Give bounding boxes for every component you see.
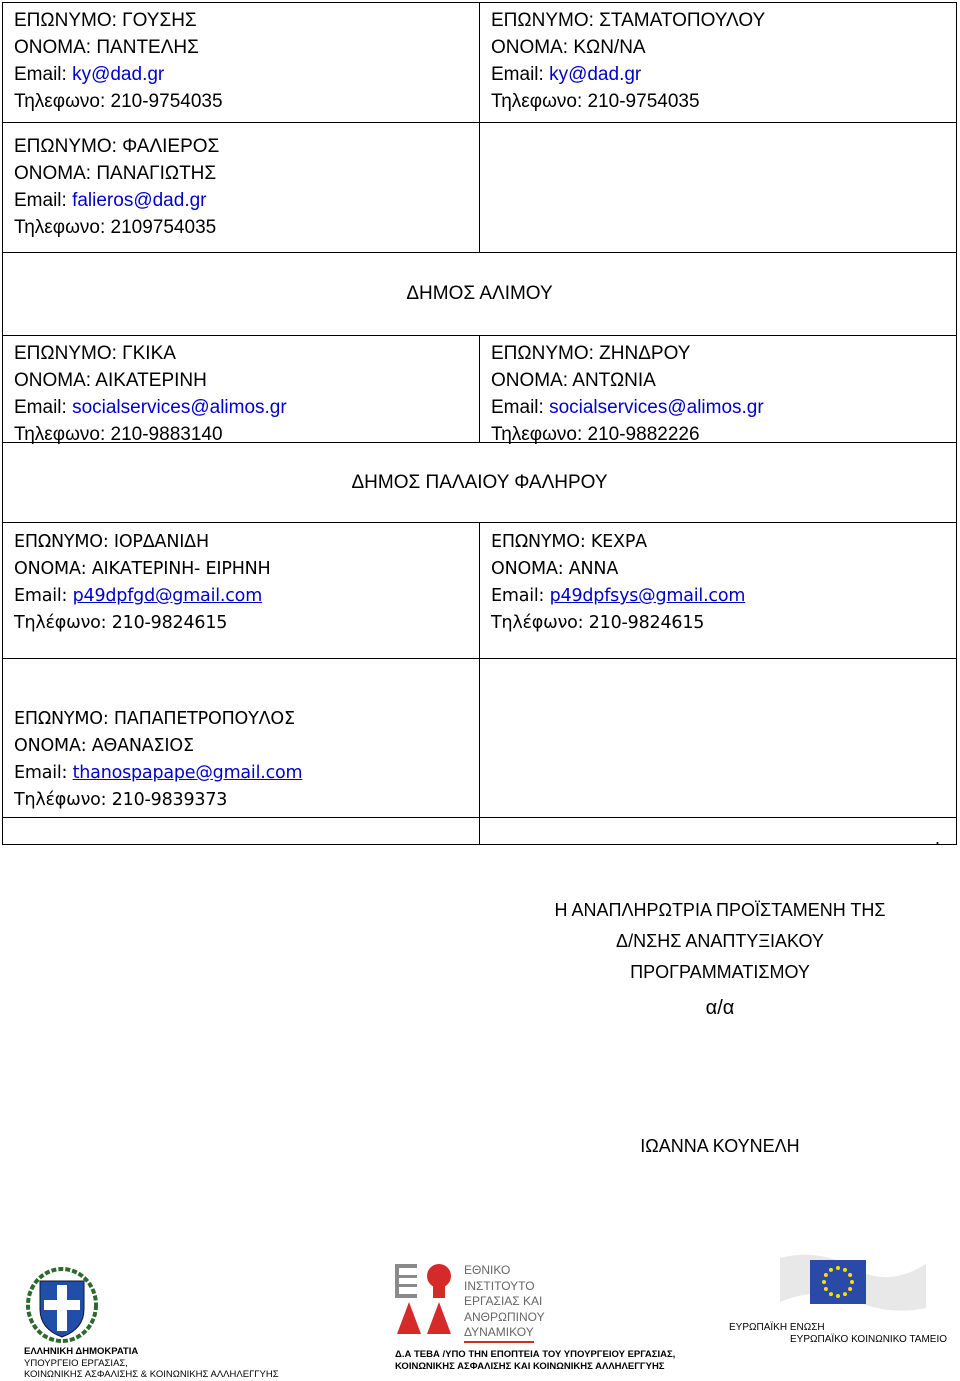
email-line <box>14 187 469 214</box>
email-label: Email: <box>14 586 68 606</box>
eu-star-icon <box>836 1294 840 1298</box>
table-row <box>3 3 956 123</box>
eiead-caption-line1: Δ.Α ΤΕΒΑ /ΥΠΟ ΤΗΝ ΕΠΟΠΤΕΙΑ ΤΟΥ ΥΠΟΥΡΓΕΙΟΥ ΕΡΓΑΣΙΑΣ, <box>395 1349 676 1360</box>
eiead-caption <box>395 1349 675 1372</box>
phone: Τηλεφωνο: 210-9882226 <box>491 424 700 445</box>
table-row <box>3 523 956 659</box>
greek-emblem-icon <box>26 1267 98 1343</box>
given-name: ΟΝΟΜΑ: ΑΝΤΩΝΙΑ <box>491 370 656 391</box>
table-row <box>3 123 956 253</box>
contact-cell <box>3 3 480 122</box>
signatory-name: ΙΩΑΝΝΑ ΚΟΥΝΕΛΗ <box>640 1136 800 1156</box>
given-name: ΟΝΟΜΑ: ΑΝΝΑ <box>491 559 619 579</box>
email-line <box>491 61 946 88</box>
eiead-logo-line: ΑΝΘΡΩΠΙΝΟΥ <box>464 1309 545 1324</box>
signature-title-line1: Η ΑΝΑΠΛΗΡΩΤΡΙΑ ΠΡΟΪΣΤΑΜΕΝΗ ΤΗΣ <box>554 900 886 920</box>
eu-star-icon <box>836 1266 840 1270</box>
surname: ΕΠΩΝΥΜΟ: ΦΑΛΙΕΡΟΣ <box>14 136 220 157</box>
empty-cell <box>480 659 956 817</box>
section-title: ΔΗΜΟΣ ΠΑΛΑΙΟΥ ΦΑΛΗΡΟΥ <box>351 471 608 493</box>
phone: Τηλέφωνο: 210-9839373 <box>14 790 228 810</box>
eu-star-icon <box>843 1268 847 1272</box>
signature-aa: α/α <box>705 997 735 1019</box>
eiead-caption-line2: ΚΟΙΝΩΝΙΚΗΣ ΑΣΦΑΛΙΣΗΣ ΚΑΙ ΚΟΙΝΩΝΙΚΗΣ ΑΛΛΗΛΕΓΓΥΗΣ <box>395 1360 665 1372</box>
phone: Τηλεφωνο: 210-9883140 <box>14 424 223 445</box>
email-link[interactable]: p49dpfsys@gmail.com <box>549 586 746 606</box>
eu-flag-icon <box>778 1238 928 1316</box>
eu-star-icon <box>829 1292 833 1296</box>
surname: ΕΠΩΝΥΜΟ: ΣΤΑΜΑΤΟΠΟΥΛΟΥ <box>491 10 766 31</box>
contact-cell <box>3 659 480 817</box>
email-label: Email: <box>14 64 67 85</box>
eu-star-icon <box>824 1287 828 1291</box>
section-header <box>3 443 956 523</box>
greek-state-line2: ΥΠΟΥΡΓΕΙΟ ΕΡΓΑΣΙΑΣ, <box>24 1357 128 1369</box>
contact-cell <box>480 3 956 122</box>
surname: ΕΠΩΝΥΜΟ: ΚΕΧΡΑ <box>491 532 647 552</box>
phone: Τηλέφωνο: 210-9824615 <box>14 613 228 633</box>
given-name: ΟΝΟΜΑ: ΑΙΚΑΤΕΡΙΝΗ <box>14 370 207 391</box>
surname: ΕΠΩΝΥΜΟ: ΠΑΠΑΠΕΤΡΟΠΟΥΛΟΣ <box>14 709 295 729</box>
contact-cell <box>3 336 480 445</box>
eu-star-icon <box>824 1273 828 1277</box>
email-line <box>14 760 469 787</box>
contact-cell <box>3 523 480 658</box>
greek-state-line1: ΕΛΛΗΝΙΚΗ ΔΗΜΟΚΡΑΤΙΑ <box>24 1346 139 1357</box>
email-label: Email: <box>14 190 67 211</box>
email-label: Email: <box>491 64 544 85</box>
eiead-logo-icon <box>393 1262 461 1337</box>
email-line <box>14 394 469 421</box>
phone: Τηλέφωνο: 210-9824615 <box>491 613 705 633</box>
phone: Τηλεφωνο: 2109754035 <box>14 217 217 238</box>
table-row <box>3 336 956 443</box>
email-link[interactable]: thanospapape@gmail.com <box>72 763 303 783</box>
email-line <box>491 583 946 610</box>
eu-star-icon <box>843 1292 847 1296</box>
email-line <box>14 61 469 88</box>
surname: ΕΠΩΝΥΜΟ: ΓΟΥΣΗΣ <box>14 10 197 31</box>
given-name: ΟΝΟΜΑ: ΑΙΚΑΤΕΡΙΝΗ- ΕΙΡΗΝΗ <box>14 559 271 579</box>
email-label: Email: <box>491 586 545 606</box>
given-name: ΟΝΟΜΑ: ΚΩΝ/ΝΑ <box>491 37 646 58</box>
eu-caption-line2: ΕΥΡΩΠΑΪΚΟ ΚΟΙΝΩΝΙΚΟ ΤΑΜΕΙΟ <box>790 1334 948 1345</box>
email-link[interactable]: ky@dad.gr <box>72 64 165 85</box>
email-label: Email: <box>491 397 544 418</box>
email-line <box>14 583 469 610</box>
eiead-logo-line: ΕΡΓΑΣΙΑΣ ΚΑΙ <box>464 1294 543 1308</box>
surname: ΕΠΩΝΥΜΟ: ΖΗΝΔΡΟΥ <box>491 343 691 364</box>
email-link[interactable]: socialservices@alimos.gr <box>549 397 764 418</box>
given-name: ΟΝΟΜΑ: ΠΑΝΑΓΙΩΤΗΣ <box>14 163 217 184</box>
eu-caption-line1: ΕΥΡΩΠΑΪΚΗ ΕΝΩΣΗ <box>729 1322 825 1333</box>
phone: Τηλεφωνο: 210-9754035 <box>491 91 700 112</box>
contact-cell <box>480 336 956 445</box>
empty-cell <box>480 818 956 844</box>
signature-title-line3: ΠΡΟΓΡΑΜΜΑΤΙΣΜΟΥ <box>630 962 810 982</box>
eiead-logo-line: ΕΘΝΙΚΟ <box>464 1263 511 1277</box>
eu-star-icon <box>848 1273 852 1277</box>
email-link[interactable]: p49dpfgd@gmail.com <box>72 586 263 606</box>
email-link[interactable]: ky@dad.gr <box>549 64 642 85</box>
contact-cell <box>3 123 480 252</box>
email-label: Email: <box>14 763 68 783</box>
surname: ΕΠΩΝΥΜΟ: ΙΟΡΔΑΝΙΔΗ <box>14 532 209 552</box>
section-header <box>3 253 956 336</box>
empty-cell <box>3 818 480 844</box>
signature-title-line2: Δ/ΝΣΗΣ ΑΝΑΠΤΥΞΙΑΚΟΥ <box>616 931 824 951</box>
phone: Τηλεφωνο: 210-9754035 <box>14 91 223 112</box>
greek-state-line3: ΚΟΙΝΩΝΙΚΗΣ ΑΣΦΑΛΙΣΗΣ & ΚΟΙΝΩΝΙΚΗΣ ΑΛΛΗΛΕΓΓΥΗΣ <box>24 1369 279 1380</box>
empty-cell <box>480 123 956 252</box>
eiead-logo-text <box>464 1263 545 1343</box>
surname: ΕΠΩΝΥΜΟ: ΓΚΙΚΑ <box>14 343 176 364</box>
eiead-logo-line: ΔΥΝΑΜΙΚΟΥ <box>464 1325 534 1343</box>
email-line <box>491 394 946 421</box>
section-title: ΔΗΜΟΣ ΑΛΙΜΟΥ <box>406 283 553 304</box>
email-label: Email: <box>14 397 67 418</box>
eu-star-icon <box>822 1280 826 1284</box>
email-link[interactable]: falieros@dad.gr <box>72 190 207 211</box>
eu-star-icon <box>850 1280 854 1284</box>
greek-ministry-caption <box>24 1346 279 1381</box>
table-row <box>3 818 956 845</box>
eiead-logo-line: ΙΝΣΤΙΤΟΥΤΟ <box>464 1278 535 1293</box>
contact-cell <box>480 523 956 658</box>
given-name: ΟΝΟΜΑ: ΠΑΝΤΕΛΗΣ <box>14 37 199 58</box>
stray-dot: . <box>935 828 941 848</box>
given-name: ΟΝΟΜΑ: ΑΘΑΝΑΣΙΟΣ <box>14 736 194 756</box>
eu-star-icon <box>848 1287 852 1291</box>
table-row <box>3 659 956 818</box>
email-link[interactable]: socialservices@alimos.gr <box>72 397 287 418</box>
contacts-table <box>2 2 957 845</box>
eu-star-icon <box>829 1268 833 1272</box>
